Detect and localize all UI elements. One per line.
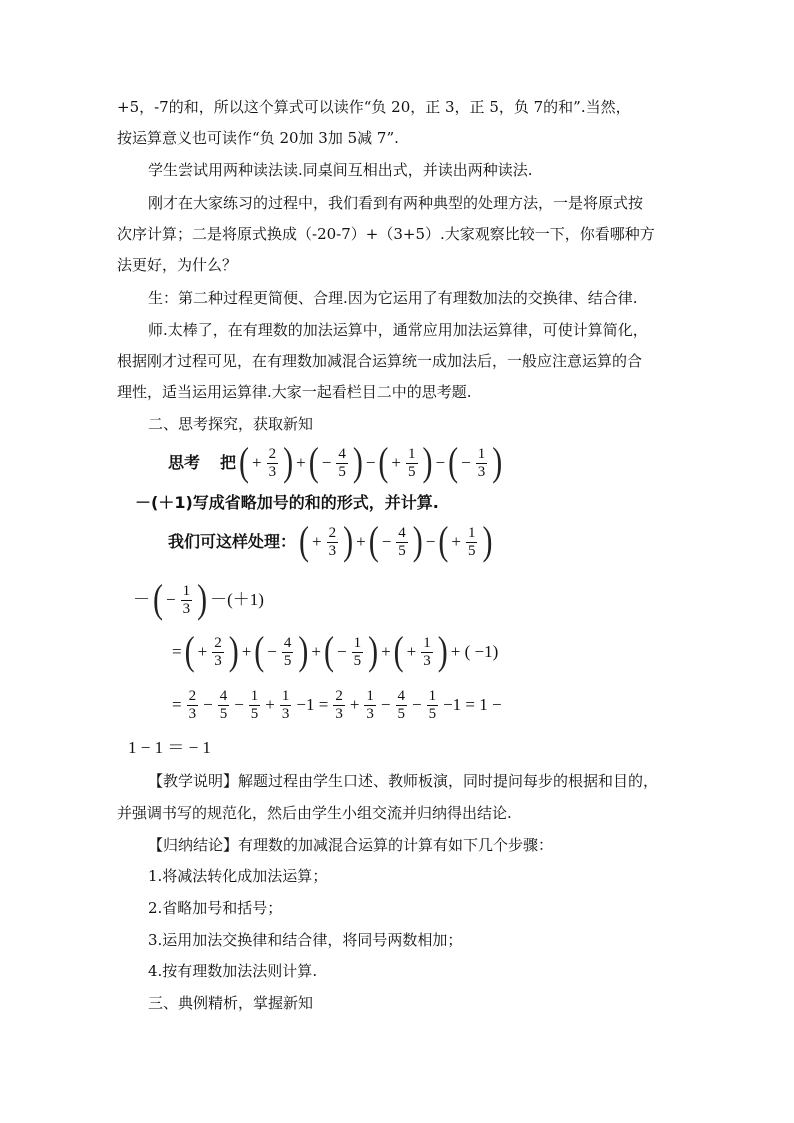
- step-item: 2.省略加号和括号；: [148, 899, 283, 917]
- equation-step-2: = $\frac{2}{3}$ − $\frac{4}{5}$ − $\frac{1}{5}$ + $\frac{1}{3}$ −1 = $\frac{2}{3}$ + $\frac{1}{3}$ − $\frac{4}{5}$ − $\frac{1}{5}$ −1 = 1 −: [172, 687, 502, 722]
- step-item: 4.按有理数加法法则计算.: [148, 962, 318, 980]
- equation-step-1: = ( + $\frac{2}{3}$ ) + ( − $\frac{4}{5}$ ) + ( − $\frac{1}{5}$ ) + ( + $\frac{1}{3}$ ) + ( −1): [172, 629, 499, 674]
- fraction: $\frac{1}{5}$: [428, 687, 437, 722]
- fraction: $\frac{1}{3}$: [477, 445, 486, 480]
- paragraph-line: 学生尝试用两种读法读.同桌间互相出式，并读出两种读法.: [148, 161, 533, 179]
- paragraph-line: 根据刚才过程可见，在有理数加减混合运算统一成加法后，一般应注意运算的合: [117, 352, 643, 370]
- fraction: $\frac{1}{5}$: [353, 634, 362, 669]
- fraction: $\frac{1}{3}$: [366, 687, 374, 722]
- step-item: 3.运用加法交换律和结合律，将同号两数相加；: [148, 931, 463, 949]
- paragraph-line: 按运算意义也可读作“负 20加 3加 5减 7”.: [117, 129, 399, 147]
- fraction: $\frac{4}{5}$: [398, 524, 406, 559]
- conclusion-heading: 【归纳结论】有理数的加减混合运算的计算有如下几个步骤：: [148, 836, 554, 854]
- think-expression: 思考 把 ( + $\frac{2}{3}$ ) + ( − $\frac{4}{5}$ ) − ( + $\frac{1}{5}$ ) − ( − $\frac{1}{3}$ ): [168, 440, 503, 485]
- paragraph-line: 刚才在大家练习的过程中，我们看到有两种典型的处理方法，一是将原式按: [148, 194, 644, 212]
- process-expression: 我们可这样处理： ( + $\frac{2}{3}$ ) + ( − $\frac{4}{5}$ ) − ( + $\frac{1}{5}$ ): [168, 519, 493, 564]
- section-heading: 三、典例精析，掌握新知: [148, 994, 314, 1012]
- teaching-note: 【教学说明】解题过程由学生口述、教师板演，同时提问每步的根据和目的，: [148, 772, 659, 790]
- fraction: $\frac{1}{5}$: [250, 687, 259, 722]
- teaching-note: 并强调书写的规范化，然后由学生小组交流并归纳得出结论.: [117, 804, 512, 822]
- fraction: $\frac{4}{5}$: [397, 687, 405, 722]
- fraction: $\frac{4}{5}$: [219, 687, 228, 722]
- final-result: 1 − 1 ＝ − 1: [128, 738, 211, 757]
- minus-plus-one: －(＋1): [210, 590, 264, 609]
- paragraph-line: 次序计算；二是将原式换成（-20-7）+（3+5）.大家观察比较一下，你看哪种方: [117, 225, 655, 243]
- fraction: $\frac{1}{3}$: [423, 634, 431, 669]
- fraction: $\frac{1}{3}$: [182, 582, 191, 617]
- fraction: $\frac{1}{5}$: [408, 445, 416, 480]
- paragraph-line: 理性，适当运用运算律.大家一起看栏目二中的思考题.: [117, 383, 472, 401]
- ba-char: 把: [220, 453, 237, 472]
- fraction: $\frac{2}{3}$: [188, 687, 197, 722]
- fraction: $\frac{2}{3}$: [214, 634, 222, 669]
- fraction: $\frac{4}{5}$: [283, 634, 292, 669]
- rewrite-instruction: －(＋1)写成省略加号的和的形式，并计算.: [135, 493, 439, 512]
- paragraph-line: 师.太棒了，在有理数的加法运算中，通常应用加法运算律，可使计算简化，: [148, 321, 648, 339]
- fraction: $\frac{1}{5}$: [467, 524, 476, 559]
- fraction: $\frac{1}{3}$: [281, 687, 290, 722]
- paragraph-line: 法更好，为什么？: [117, 256, 238, 274]
- fraction: $\frac{4}{5}$: [338, 445, 346, 480]
- section-heading: 二、思考探究，获取新知: [148, 415, 314, 433]
- fraction: $\frac{2}{3}$: [268, 445, 277, 480]
- paragraph-line: 生：第二种过程更简便、合理.因为它运用了有理数加法的交换律、结合律.: [148, 289, 638, 307]
- step-item: 1.将减法转化成加法运算；: [148, 867, 328, 885]
- fraction: $\frac{2}{3}$: [335, 687, 343, 722]
- paragraph-line: +5，-7的和，所以这个算式可以读作“负 20，正 3，正 5，负 7的和”.当然，: [117, 98, 631, 116]
- process-expression-continued: － ( − $\frac{1}{3}$ ) －(＋1): [133, 577, 264, 622]
- process-label: 我们可这样处理：: [168, 532, 297, 551]
- think-label: 思考: [168, 453, 201, 472]
- fraction: $\frac{2}{3}$: [328, 524, 337, 559]
